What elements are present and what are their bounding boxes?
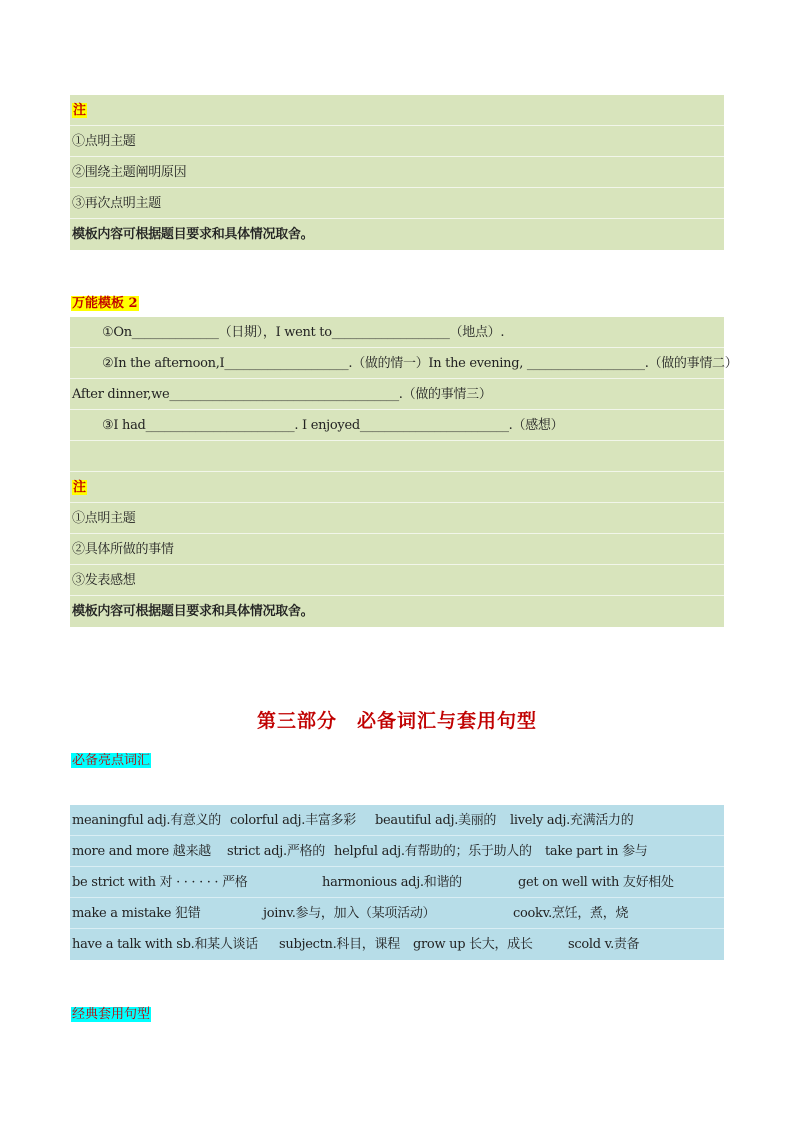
- note-item: ③再次点明主题: [70, 188, 724, 219]
- vocab-item: cookv.烹饪，煮，烧: [513, 906, 629, 921]
- vocab-item: strict adj.严格的: [227, 844, 325, 859]
- note-row: [70, 472, 724, 503]
- template-line: ②In the afternoon,I____________________.（做的情一）In the evening, ___________________.（做的事情二）: [70, 348, 724, 379]
- vocab-item: beautiful adj.美丽的: [375, 813, 497, 828]
- template-line: After dinner,we_____________________________________.（做的事情三）: [70, 379, 724, 410]
- note-label: 注: [73, 103, 86, 118]
- blank-row: [70, 441, 724, 472]
- vocab-row: [70, 929, 724, 960]
- note-row: [70, 95, 724, 126]
- template2-block: [70, 317, 738, 627]
- vocab-item: take part in 参与: [545, 844, 648, 859]
- template1-note-block: [70, 95, 724, 250]
- vocab-row: [70, 805, 724, 836]
- note-item: ①点明主题: [70, 126, 724, 157]
- vocab-block: [70, 805, 724, 960]
- vocab-item: scold v.责备: [568, 937, 640, 952]
- vocab-item: lively adj.充满活力的: [510, 813, 634, 828]
- note-label: 注: [73, 480, 86, 495]
- vocab-item: grow up 长大，成长: [413, 937, 533, 952]
- vocab-item: subjectn.科目，课程: [279, 937, 400, 952]
- note-item: ②具体所做的事情: [70, 534, 724, 565]
- vocab-row: [70, 836, 724, 867]
- vocab-row: [70, 898, 724, 929]
- template-line: ③I had________________________. I enjoyed________________________.（感想）: [70, 410, 724, 441]
- note-footer: 模板内容可根据题目要求和具体情况取舍。: [72, 227, 314, 242]
- vocab-item: colorful adj.丰富多彩: [230, 813, 356, 828]
- vocab-item: meaningful adj.有意义的: [72, 813, 222, 828]
- vocab-item: be strict with 对 · · · · · · 严格: [72, 875, 248, 890]
- note-item: ③发表感想: [70, 565, 724, 596]
- vocab-row: [70, 867, 724, 898]
- sentence-tag: 经典套用句型: [72, 1007, 151, 1022]
- vocab-item: make a mistake 犯错: [72, 906, 201, 921]
- vocab-tag: 必备亮点词汇: [72, 753, 151, 768]
- template-line: ①On______________（日期），I went to___________________（地点）.: [70, 317, 724, 348]
- template2-title: 万能模板 2: [72, 296, 138, 311]
- note-footer: 模板内容可根据题目要求和具体情况取舍。: [72, 604, 314, 619]
- vocab-item: joinv.参与，加入（某项活动）: [263, 906, 436, 921]
- vocab-item: harmonious adj.和谐的: [322, 875, 462, 890]
- section-title: 第三部分 必备词汇与套用句型: [256, 710, 537, 732]
- note-item: ②围绕主题阐明原因: [70, 157, 724, 188]
- vocab-item: more and more 越来越: [72, 844, 211, 859]
- vocab-item: have a talk with sb.和某人谈话: [72, 937, 258, 952]
- note-item: ①点明主题: [70, 503, 724, 534]
- vocab-item: helpful adj.有帮助的；乐于助人的: [334, 844, 532, 859]
- vocab-item: get on well with 友好相处: [518, 875, 674, 890]
